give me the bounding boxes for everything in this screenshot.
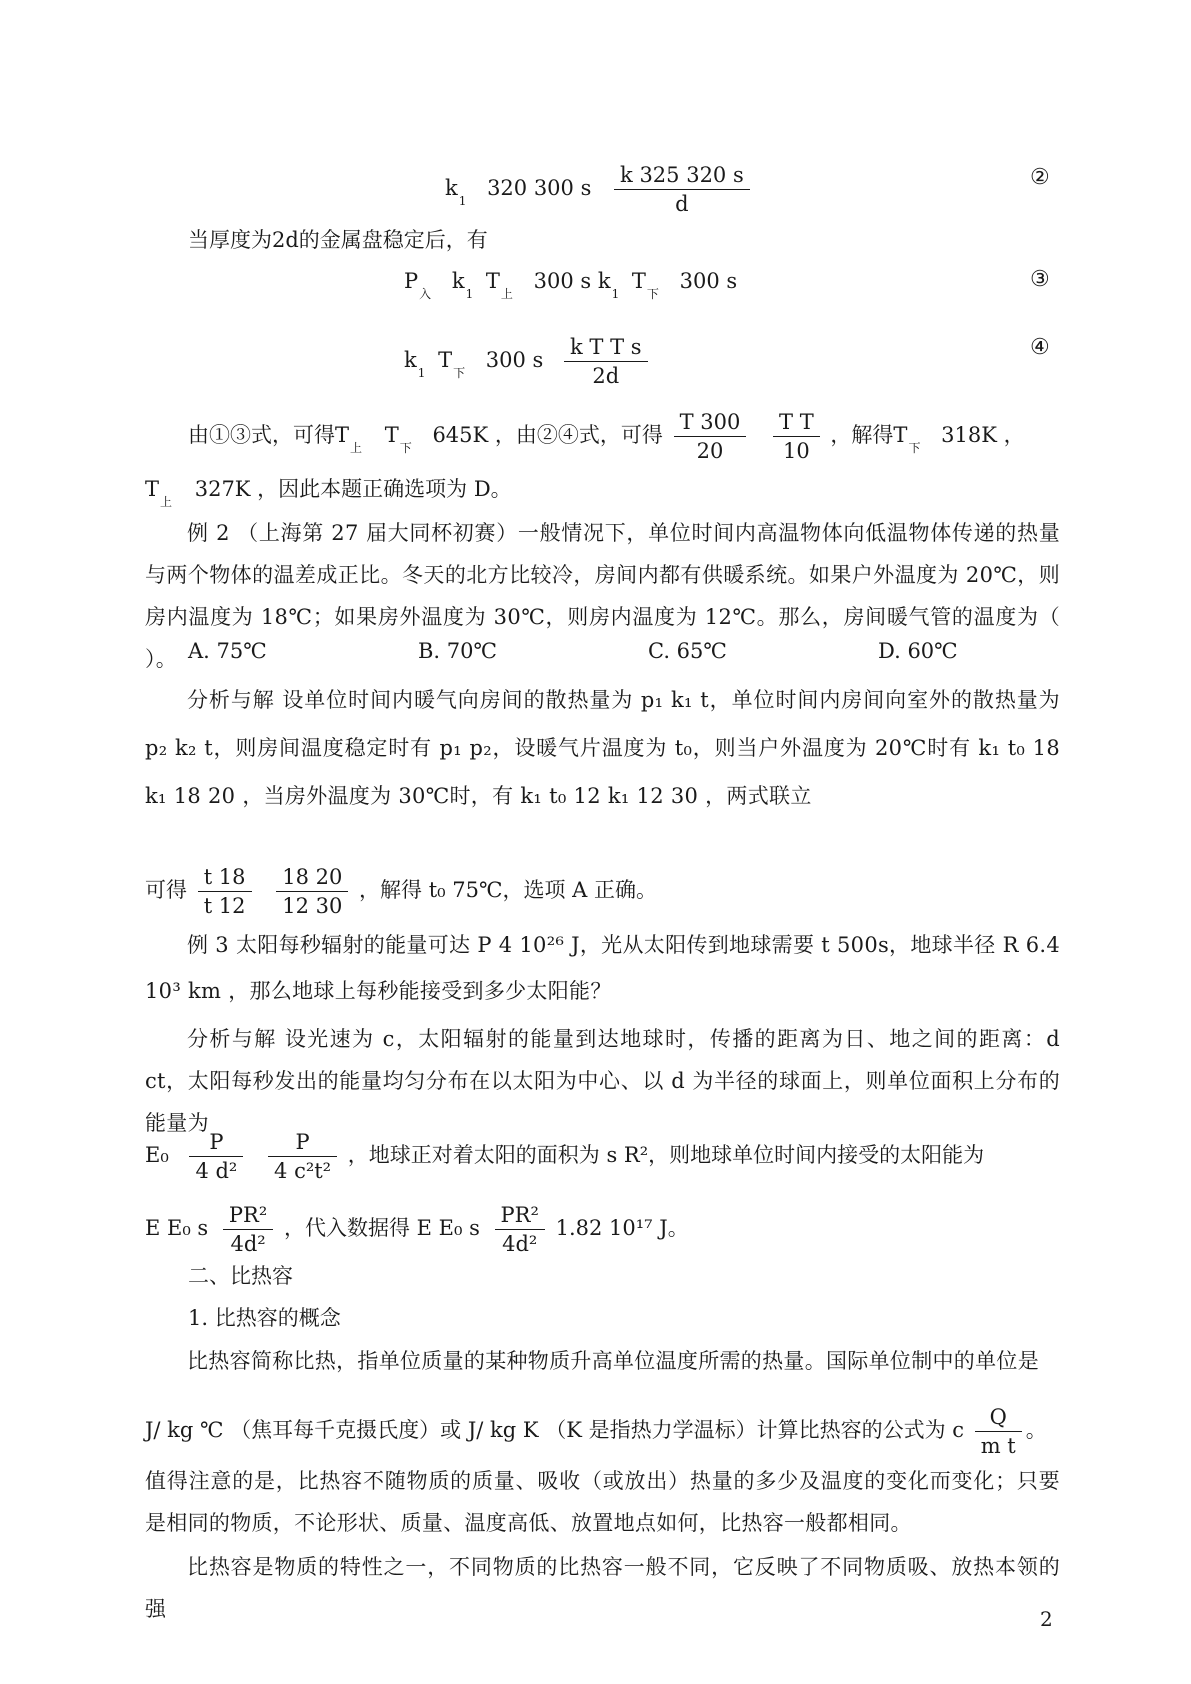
sol-frac1 [674, 410, 747, 463]
sol-frac2-den: 10 [783, 439, 810, 463]
e0-frac2 [268, 1130, 337, 1183]
eq4-label: ④ [1030, 335, 1050, 360]
ex2-frac2-den: 12 30 [282, 894, 343, 918]
sol-frac2 [773, 410, 820, 463]
ex2-frac1-num: t 18 [198, 865, 252, 892]
sol-part4: ，解得T [830, 423, 908, 447]
eq4-frac-num: k T T s [564, 335, 648, 362]
sol-part2: T [384, 423, 399, 447]
e-suffix: 1.82 10¹⁷ J。 [555, 1216, 689, 1240]
eq3-end: 300 s [679, 269, 738, 293]
ex2-result-prefix: 可得 [145, 878, 187, 902]
example-3-analysis: 分析与解 设光速为 c，太阳辐射的能量到达地球时，传播的距离为日、地之间的距离：d ct，太阳每秒发出的能量均匀分布在以太阳为中心、以 d 为半径的球面上，则单位面积上分布的能量为 [145, 1027, 1060, 1135]
eq3-sub5: 下 [646, 287, 659, 301]
e-prefix: E E₀ s [145, 1216, 209, 1240]
eq2-label: ② [1030, 165, 1050, 190]
option-d: D. 60℃ [878, 639, 958, 663]
eq2-frac-num: k 325 320 s [614, 163, 750, 190]
eq3-p: P [404, 269, 419, 293]
sol-part3: 645K ，由②④式，可得 [432, 423, 663, 447]
sol-frac1-num: T 300 [674, 410, 747, 437]
sol-sub-up: 上 [350, 441, 363, 455]
eq3-mid: 300 s k [533, 269, 611, 293]
option-a: A. 75℃ [188, 639, 267, 663]
ex2-frac1 [198, 865, 252, 918]
example-2-paragraph: 例 2 （上海第 27 届大同杯初赛）一般情况下，单位时间内高温物体向低温物体传递的热量与两个物体的温差成正比。冬天的北方比较冷，房间内都有供暖系统。如果户外温度为 20℃，则房内温度为 18℃；如果房外温度为 30℃，则房内温度为 12℃。那么，房间暖气管的温度为（ ）。 [145, 521, 1060, 671]
eq3-t2: T [631, 269, 646, 293]
specific-heat-units-line [145, 1405, 1047, 1458]
solution-line-1 [188, 410, 1025, 463]
sol-part5: 318K ， [941, 423, 1025, 447]
eq4-mid: 300 s [485, 348, 544, 372]
eq3-sub4: 1 [611, 287, 620, 301]
equation-3 [404, 267, 737, 308]
eq3-sub1: 入 [419, 287, 432, 301]
eq3-k: k [451, 269, 465, 293]
e-frac1-den: 4d² [230, 1232, 266, 1256]
e-frac2 [495, 1203, 545, 1256]
eq3-sub3: 上 [500, 287, 513, 301]
e-mid: ，代入数据得 E E₀ s [283, 1216, 480, 1240]
specific-heat-paragraph-1: 比热容简称比热，指单位质量的某种物质升高单位温度所需的热量。国际单位制中的单位是 [187, 1349, 1039, 1373]
specific-heat-paragraph-3: 比热容是物质的特性之一，不同物质的比热容一般不同，它反映了不同物质吸、放热本领的强 [145, 1555, 1060, 1621]
sol-line2-t: T [145, 477, 160, 501]
sol-line2-sub: 上 [160, 495, 173, 509]
e0-frac2-den: 4 c²t² [274, 1159, 332, 1183]
equation-4 [404, 335, 652, 388]
ex2-frac2-num: 18 20 [276, 865, 348, 892]
option-b: B. 70℃ [418, 639, 497, 663]
e-frac1-num: PR² [223, 1203, 273, 1230]
e0-frac1-den: 4 d² [195, 1159, 238, 1183]
eq2-frac-den: d [675, 192, 689, 216]
eq3-label: ③ [1030, 267, 1050, 292]
example-3-paragraph: 例 3 太阳每秒辐射的能量可达 P 4 10²⁶ J，光从太阳传到地球需要 t 500s，地球半径 R 6.4 10³ km ，那么地球上每秒能接受到多少太阳能？ [145, 933, 1060, 1003]
units-text: J/ kg ℃ （焦耳每千克摄氏度）或 J/ kg K （K 是指热力学温标）计算比热容的公式为 c [145, 1418, 965, 1442]
e0-frac1 [189, 1130, 243, 1183]
eq2-fraction [614, 163, 750, 216]
eq2-k: k [445, 176, 458, 200]
units-end: 。 [1025, 1418, 1047, 1442]
eq2-mid: 320 300 s [487, 176, 592, 200]
energy-density-line [145, 1130, 984, 1183]
formula-num: Q [975, 1405, 1022, 1432]
sol-frac2-num: T T [773, 410, 820, 437]
eq4-frac-den: 2d [592, 364, 620, 388]
page-number: 2 [1040, 1607, 1053, 1631]
intro-2d: 当厚度为2d的金属盘稳定后，有 [188, 228, 488, 252]
ex2-frac1-den: t 12 [203, 894, 246, 918]
received-energy-line [145, 1203, 689, 1256]
e0-suffix: ，地球正对着太阳的面积为 s R²，则地球单位时间内接受的太阳能为 [347, 1143, 985, 1167]
eq4-sub2: 下 [453, 366, 466, 380]
example-2-result [145, 865, 657, 918]
e-frac2-num: PR² [495, 1203, 545, 1230]
example-2-analysis: 分析与解 设单位时间内暖气向房间的散热量为 p₁ k₁ t，单位时间内房间向室外的散热量为 p₂ k₂ t，则房间温度稳定时有 p₁ p₂，设暖气片温度为 t₀，则当户外温度为 20℃时有 k₁ t₀ 18 k₁ 18 20 ，当房外温度为 30℃时，有 k₁ t₀ 12 k₁ 12 30 ，两式联立 [145, 688, 1060, 808]
subsection-heading: 1. 比热容的概念 [188, 1306, 341, 1330]
sol-line2-text: 327K ，因此本题正确选项为 D。 [194, 477, 512, 501]
specific-heat-formula [975, 1405, 1022, 1458]
sol-part1: 由①③式，可得T [188, 423, 350, 447]
sol-sub-down: 下 [399, 441, 412, 455]
example-2-options [188, 637, 958, 665]
e0-frac1-num: P [189, 1130, 243, 1157]
e-frac1 [223, 1203, 273, 1256]
section-heading: 二、比热容 [188, 1264, 293, 1288]
eq4-sub1: 1 [417, 366, 426, 380]
option-c: C. 65℃ [648, 639, 727, 663]
specific-heat-paragraph-2: 值得注意的是，比热容不随物质的质量、吸收（或放出）热量的多少及温度的变化而变化；只要是相同的物质，不论形状、质量、温度高低、放置地点如何，比热容一般都相同。 [145, 1469, 1060, 1535]
sol-frac1-den: 20 [696, 439, 724, 463]
ex2-frac2 [276, 865, 348, 918]
e-frac2-den: 4d² [502, 1232, 538, 1256]
eq3-t: T [485, 269, 500, 293]
solution-line-2 [145, 475, 512, 516]
eq4-fraction [564, 335, 648, 388]
eq4-k: k [404, 348, 417, 372]
formula-den: m t [980, 1434, 1016, 1458]
eq3-sub2: 1 [465, 287, 474, 301]
e0-prefix: E₀ [145, 1143, 169, 1167]
eq4-t: T [438, 348, 453, 372]
e0-frac2-num: P [268, 1130, 337, 1157]
eq2-k-sub: 1 [458, 194, 467, 208]
equation-2 [445, 163, 754, 216]
ex2-result-suffix: ，解得 t₀ 75℃，选项 A 正确。 [359, 878, 657, 902]
sol-sub-down-2: 下 [908, 441, 921, 455]
